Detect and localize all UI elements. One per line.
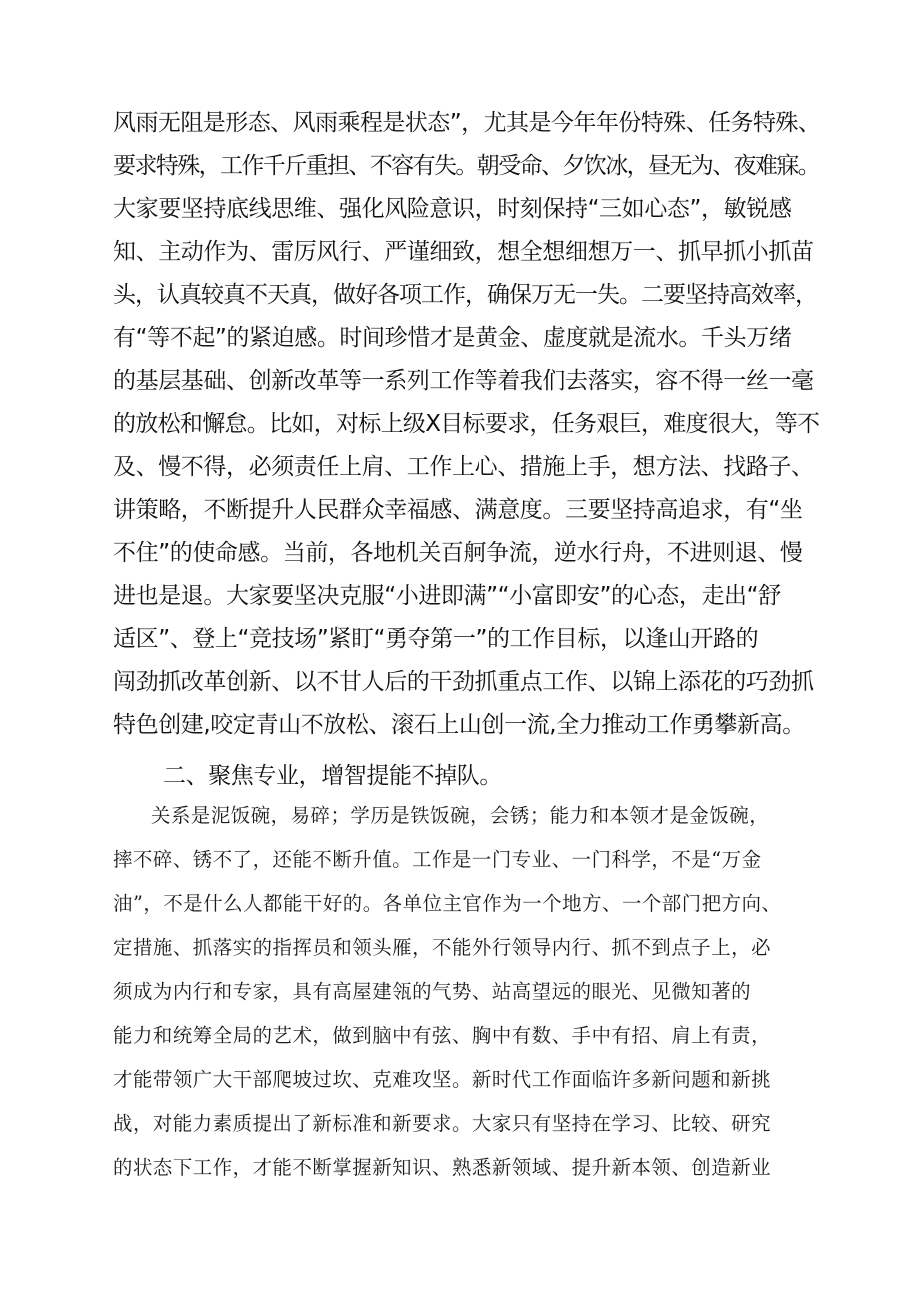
- paragraph-1-line: 大家要坚持底线思维、强化风险意识，时刻保持“三如心态”，敏锐感: [113, 196, 792, 222]
- paragraph-2-line: 才能带领广大干部爬坡过坎、克难攻坚。新时代工作面临许多新问题和新挑: [113, 1068, 772, 1091]
- paragraph-2-line: 摔不碎、锈不了，还能不断升值。工作是一门专业、一门科学，不是“万金: [113, 848, 762, 871]
- paragraph-1-line: 头，认真较真不天真，做好各项工作，确保万无一失。二要坚持高效率，: [113, 282, 817, 308]
- paragraph-1-line: 进也是退。大家要坚决克服“小进即满”“小富即安”的心态，走出“舒: [113, 583, 781, 609]
- paragraph-2-line: 定措施、抓落实的指挥员和领头雁，不能外行领导内行、抓不到点子上，必: [113, 936, 772, 959]
- paragraph-1-line: 及、慢不得，必须责任上肩、工作上心、措施上手，想方法、找路子、: [113, 454, 814, 480]
- paragraph-2-line: 须成为内行和专家，具有高屋建瓴的气势、站高望远的眼光、见微知著的: [113, 980, 752, 1003]
- paragraph-2-line: 能力和统筹全局的艺术，做到脑中有弦、胸中有数、手中有招、肩上有责，: [113, 1024, 772, 1047]
- paragraph-1-line: 风雨无阻是形态、风雨乘程是状态”，尤其是今年年份特殊、任务特殊、: [113, 110, 821, 136]
- paragraph-1-line: 知、主动作为、雷厉风行、严谨细致，想全想细想万一、抓早抓小抓苗: [113, 239, 814, 265]
- paragraph-1-line: 讲策略，不断提升人民群众幸福感、满意度。三要坚持高追求，有“坐: [113, 497, 803, 523]
- paragraph-1-line: 要求特殊，工作千斤重担、不容有失。朝受命、夕饮冰，昼无为、夜难寐。: [113, 153, 820, 179]
- paragraph-1-line: 适区”、登上“竞技场”紧盯“勇夺第一”的工作目标，以逢山开路的: [113, 626, 759, 652]
- paragraph-1-line: 的放松和懈怠。比如，对标上级X目标要求，任务艰巨，难度很大，等不: [113, 411, 820, 437]
- paragraph-2-line: 的状态下工作，才能不断掌握新知识、熟悉新领域、提升新本领、创造新业: [113, 1156, 772, 1179]
- paragraph-2-line: 油”，不是什么人都能干好的。各单位主官作为一个地方、一个部门把方向、: [113, 892, 782, 915]
- paragraph-2-line: 战，对能力素质提出了新标准和新要求。大家只有坚持在学习、比较、研究: [113, 1112, 772, 1135]
- paragraph-1-line: 不住”的使命感。当前，各地机关百舸争流，逆水行舟，不进则退、慢: [113, 540, 803, 566]
- paragraph-2-line: 关系是泥饭碗，易碎；学历是铁饭碗，会锈；能力和本领才是金饭碗，: [151, 804, 770, 827]
- paragraph-1-line: 的基层基础、创新改革等一系列工作等着我们去落实，容不得一丝一毫: [113, 368, 814, 394]
- paragraph-1-line: 特色创建,咬定青山不放松、滚石上山创一流,全力推动工作勇攀新高。: [113, 712, 805, 738]
- section-heading: 二、聚焦专业，增智提能不掉队。: [163, 763, 503, 789]
- paragraph-1-line: 有“等不起”的紧迫感。时间珍惜才是黄金、虚度就是流水。千头万绪: [113, 325, 792, 351]
- paragraph-1-line: 闯劲抓改革创新、以不甘人后的干劲抓重点工作、以锦上添花的巧劲抓: [113, 669, 814, 695]
